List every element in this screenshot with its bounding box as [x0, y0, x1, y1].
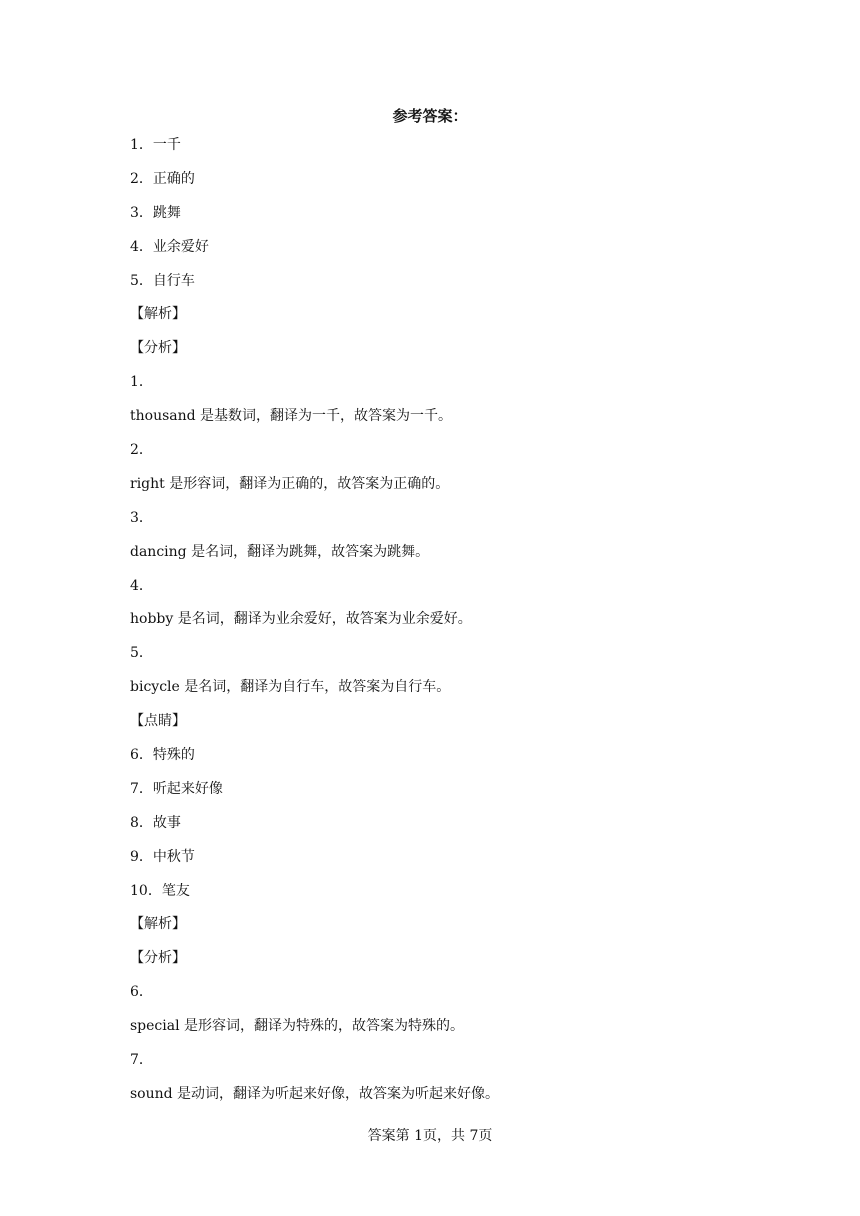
page-title: 参考答案：	[392, 107, 468, 125]
answer-line: 3．跳舞	[130, 204, 181, 221]
explanation-text: bicycle 是名词，翻译为自行车，故答案为自行车。	[130, 679, 451, 696]
answer-line: 7．听起来好像	[130, 780, 223, 797]
explanation-text: sound 是动词，翻译为听起来好像，故答案为听起来好像。	[130, 1085, 500, 1102]
explanation-number: 7．	[130, 1052, 153, 1069]
answer-line: 8．故事	[130, 814, 181, 831]
explanation-text: special 是形容词，翻译为特殊的，故答案为特殊的。	[130, 1018, 465, 1035]
section-heading-analysis: 【解析】	[130, 916, 186, 933]
answer-line: 2．正确的	[130, 170, 195, 187]
section-heading-highlight: 【点睛】	[130, 713, 186, 730]
explanation-text: dancing 是名词，翻译为跳舞，故答案为跳舞。	[130, 543, 430, 560]
answer-line: 4．业余爱好	[130, 238, 209, 255]
answer-line: 1．一千	[130, 137, 181, 153]
explanation-number: 1．	[130, 374, 153, 391]
answer-line: 9．中秋节	[130, 848, 195, 865]
section-heading-analysis: 【解析】	[130, 306, 186, 323]
section-heading-breakdown: 【分析】	[130, 340, 186, 357]
answer-lines	[130, 134, 750, 1117]
answer-line: 5．自行车	[130, 272, 195, 289]
explanation-number: 2．	[130, 442, 153, 459]
explanation-text: thousand 是基数词，翻译为一千，故答案为一千。	[130, 408, 453, 425]
answer-line: 10．笔友	[130, 882, 190, 899]
answer-line: 6．特殊的	[130, 747, 195, 764]
page-footer: 答案第 1页，共 7页	[367, 1128, 493, 1144]
explanation-number: 5．	[130, 645, 153, 662]
explanation-text: right 是形容词，翻译为正确的，故答案为正确的。	[130, 475, 450, 492]
section-heading-breakdown: 【分析】	[130, 950, 186, 967]
explanation-number: 6．	[130, 984, 153, 1001]
explanation-number: 4．	[130, 577, 153, 594]
explanation-text: hobby 是名词，翻译为业余爱好，故答案为业余爱好。	[130, 611, 472, 628]
explanation-number: 3．	[130, 509, 153, 526]
